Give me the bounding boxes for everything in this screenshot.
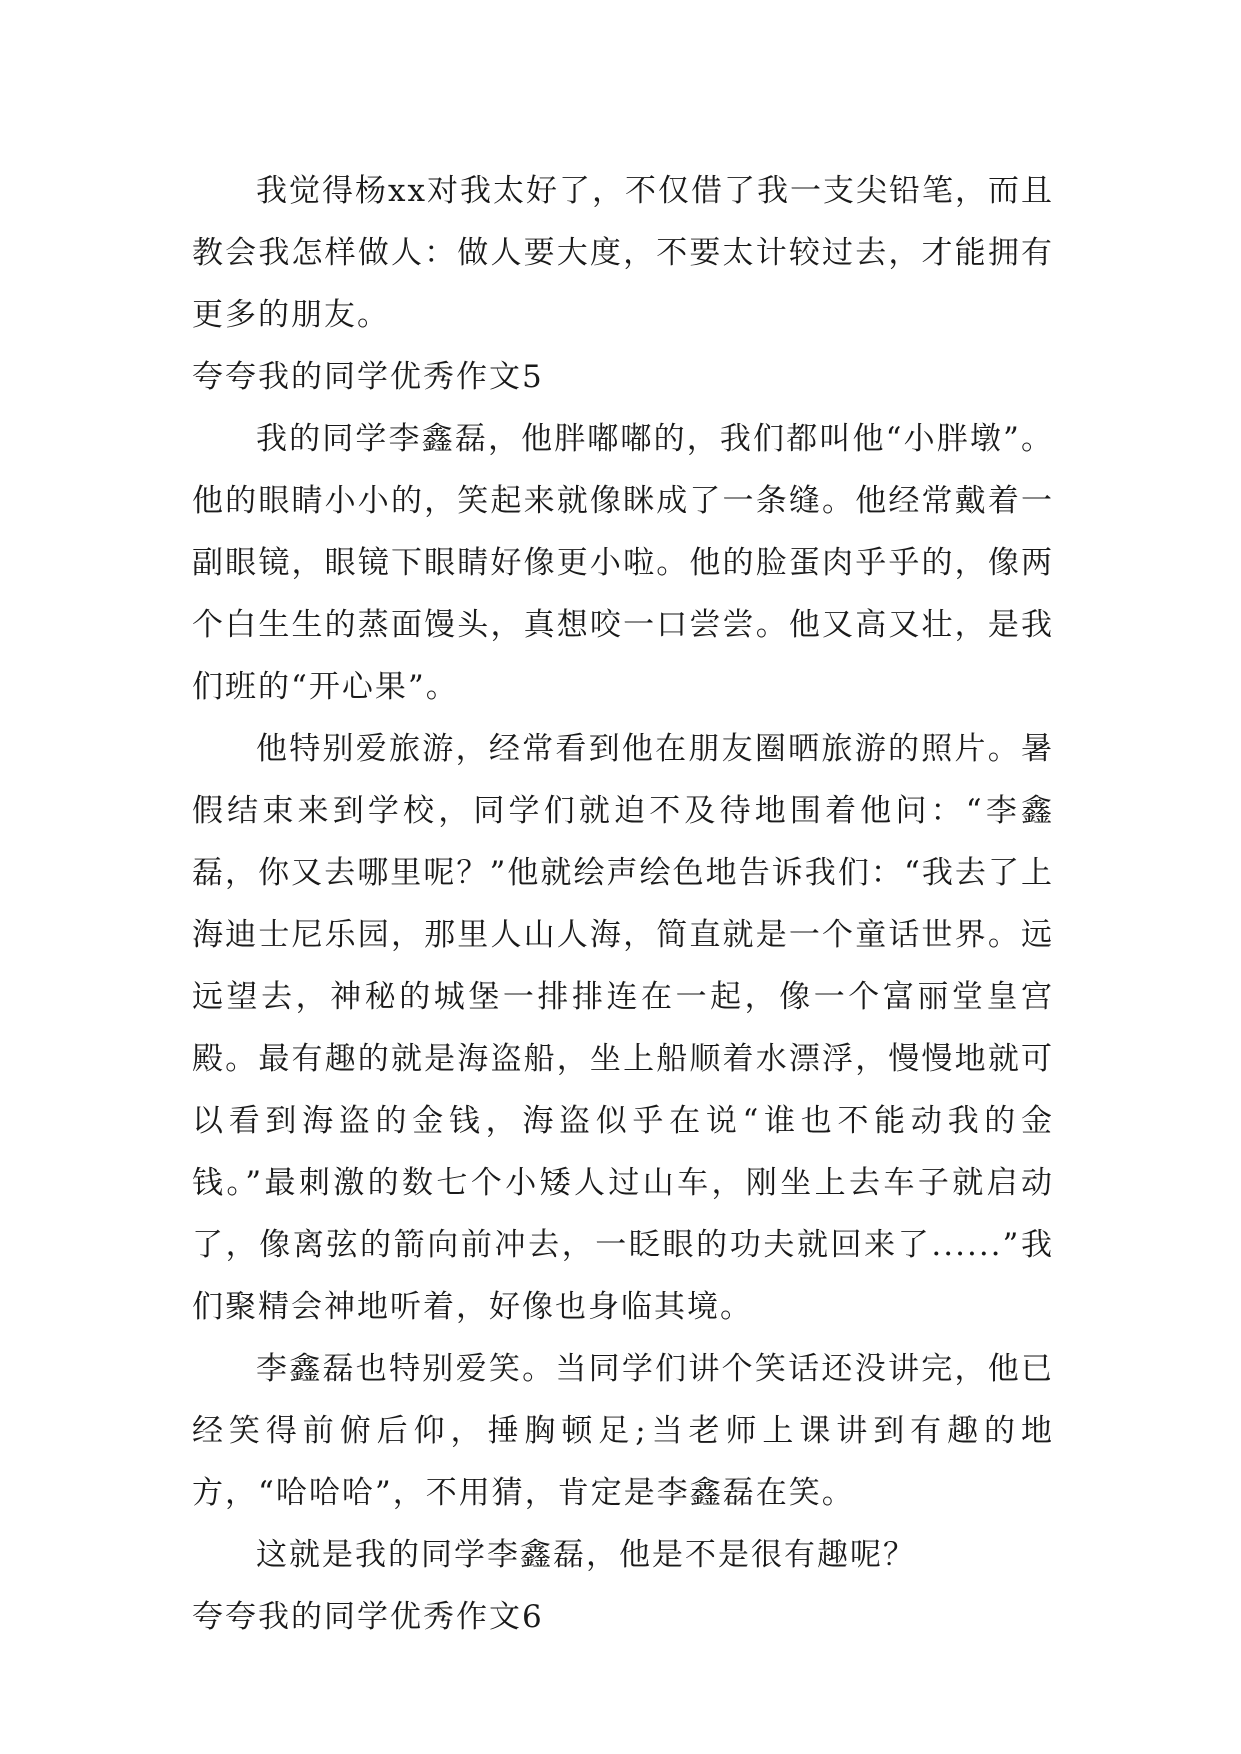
paragraph: 他特别爱旅游，经常看到他在朋友圈晒旅游的照片。暑假结束来到学校，同学们就迫不及待地围着他问：“李鑫磊，你又去哪里呢？”他就绘声绘色地告诉我们：“我去了上海迪士尼乐园，那里人山人海，简直就是一个童话世界。远远望去，神秘的城堡一排排连在一起，像一个富丽堂皇宫殿。最有趣的就是海盗船，坐上船顺着水漂浮，慢慢地就可以看到海盗的金钱，海盗似乎在说“谁也不能动我的金钱。”最刺激的数七个小矮人过山车，刚坐上去车子就启动了，像离弦的箭向前冲去，一眨眼的功夫就回来了......”我们聚精会神地听着，好像也身临其境。 [192, 731, 1054, 1325]
section-heading: 夸夸我的同学优秀作文5 [192, 359, 544, 395]
document-body [192, 160, 1054, 1648]
paragraph: 我的同学李鑫磊，他胖嘟嘟的，我们都叫他“小胖墩”。他的眼睛小小的，笑起来就像眯成了一条缝。他经常戴着一副眼镜，眼镜下眼睛好像更小啦。他的脸蛋肉乎乎的，像两个白生生的蒸面馒头，真想咬一口尝尝。他又高又壮，是我们班的“开心果”。 [192, 421, 1054, 705]
paragraph: 我觉得杨xx对我太好了，不仅借了我一支尖铅笔，而且教会我怎样做人：做人要大度，不要太计较过去，才能拥有更多的朋友。 [192, 173, 1054, 333]
paragraph: 这就是我的同学李鑫磊，他是不是很有趣呢？ [256, 1537, 916, 1573]
section-heading: 夸夸我的同学优秀作文6 [192, 1599, 544, 1635]
paragraph: 李鑫磊也特别爱笑。当同学们讲个笑话还没讲完，他已经笑得前俯后仰，捶胸顿足;当老师上课讲到有趣的地方，“哈哈哈”，不用猜，肯定是李鑫磊在笑。 [192, 1351, 1054, 1511]
